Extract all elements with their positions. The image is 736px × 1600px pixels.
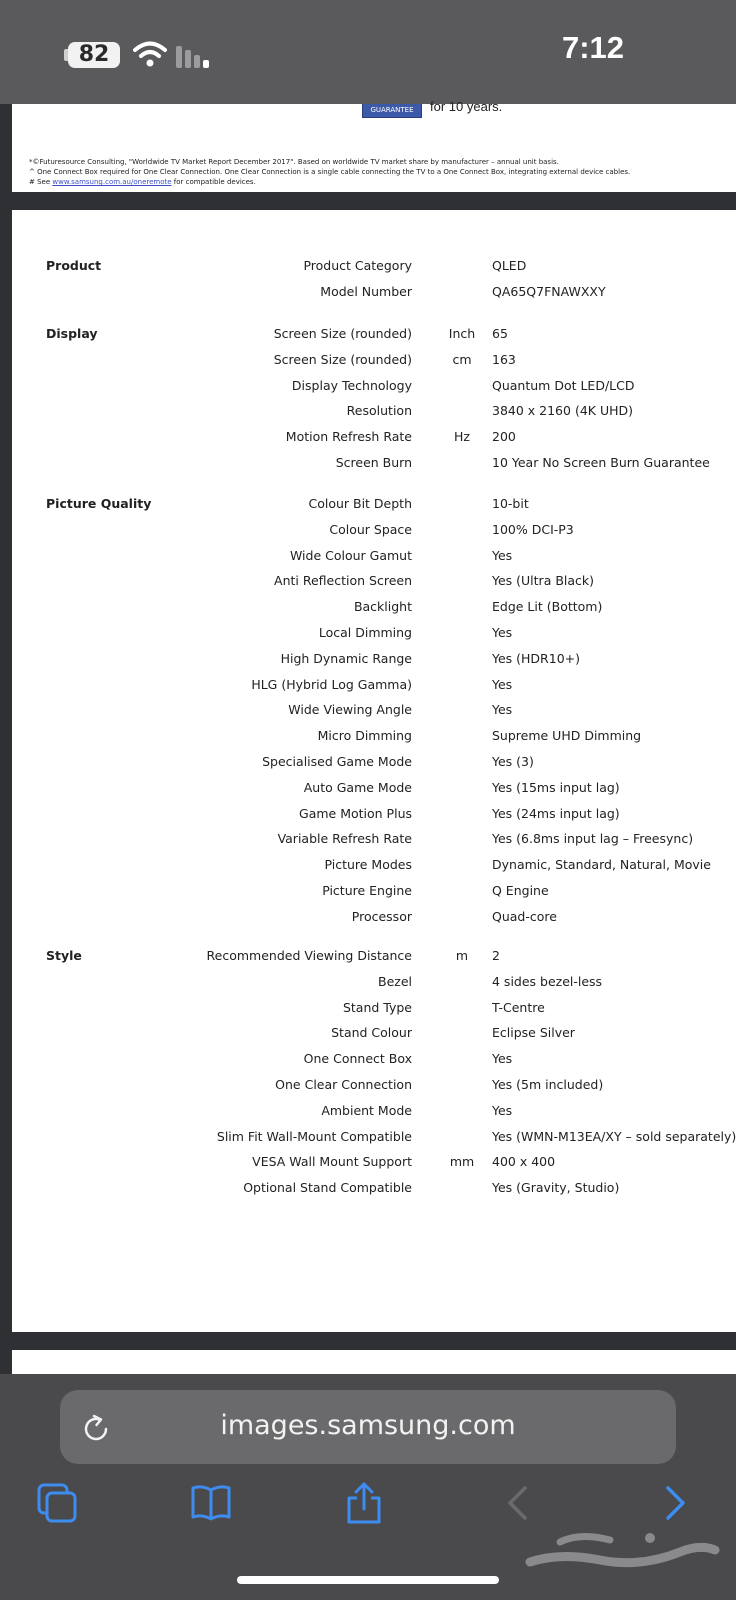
spec-row (12, 573, 736, 593)
spec-value: Quad-core (492, 908, 557, 924)
spec-row (12, 883, 736, 903)
spec-row (12, 1051, 736, 1071)
spec-value: Yes (492, 1051, 513, 1067)
guarantee-text: for 10 years. (430, 99, 503, 114)
battery-indicator: 82 (68, 42, 120, 68)
spec-value: Yes (492, 547, 513, 563)
forward-icon[interactable] (654, 1482, 696, 1524)
spec-value: 163 (492, 351, 516, 367)
spec-value: 4 sides bezel-less (492, 973, 603, 989)
spec-label: Screen Burn (335, 455, 412, 470)
spec-row (12, 522, 736, 542)
spec-row (12, 429, 736, 449)
spec-row (12, 455, 736, 475)
document-page-previous (12, 99, 736, 192)
back-icon[interactable] (497, 1482, 539, 1524)
spec-value: Edge Lit (Bottom) (492, 599, 603, 615)
spec-value: T-Centre (492, 999, 545, 1015)
spec-unit: Inch (448, 326, 476, 341)
spec-row (12, 677, 736, 697)
spec-row (12, 1103, 736, 1123)
spec-value: 100% DCI-P3 (492, 521, 574, 537)
spec-label: Local Dimming (318, 625, 412, 640)
spec-row (12, 258, 736, 278)
haraj-logo-watermark (520, 1522, 720, 1582)
spec-label: Anti Reflection Screen (274, 573, 412, 589)
spec-label: Colour Bit Depth (308, 496, 412, 511)
status-bar (0, 0, 736, 104)
spec-unit: cm (452, 351, 472, 367)
spec-value: Quantum Dot LED/LCD (492, 377, 635, 393)
spec-label: One Clear Connection (275, 1077, 412, 1092)
spec-row (12, 909, 736, 929)
spec-label: Wide Colour Gamut (289, 547, 412, 563)
footnote (29, 177, 630, 187)
spec-label: One Connect Box (303, 1051, 412, 1067)
spec-row (12, 284, 736, 304)
spec-value: Eclipse Silver (492, 1025, 575, 1041)
spec-section-heading: Style (46, 948, 82, 963)
spec-row (12, 857, 736, 877)
spec-row (12, 1025, 736, 1045)
spec-value: Yes (492, 1102, 513, 1118)
home-indicator[interactable] (237, 1576, 499, 1584)
spec-value: Yes (5m included) (492, 1077, 604, 1092)
spec-value: Yes (492, 702, 513, 718)
spec-label: Backlight (353, 599, 412, 615)
spec-label: Product Category (303, 258, 412, 273)
spec-row (12, 1154, 736, 1174)
spec-value: Yes (492, 625, 513, 640)
spec-label: Specialised Game Mode (262, 754, 412, 769)
spec-value: QLED (492, 258, 527, 273)
spec-label: Processor (351, 908, 412, 924)
spec-label: Screen Size (rounded) (273, 351, 412, 367)
bookmarks-icon[interactable] (190, 1482, 232, 1524)
spec-row (12, 625, 736, 645)
spec-label: Ambient Mode (321, 1102, 412, 1118)
oneremote-link[interactable]: www.samsung.com.au/oneremote (52, 178, 172, 186)
spec-label: Screen Size (rounded) (273, 326, 412, 341)
wifi-icon (133, 40, 167, 68)
spec-value: Yes (24ms input lag) (492, 805, 620, 821)
spec-label: HLG (Hybrid Log Gamma) (251, 676, 412, 692)
spec-row (12, 352, 736, 372)
spec-label: Colour Space (329, 521, 412, 537)
document-page-specs (12, 210, 736, 1332)
spec-row (12, 754, 736, 774)
footnote: *©Futuresource Consulting, "Worldwide TV Market Report December 2017". Based on worldwide TV market share by manufacturer – annual unit basis. (29, 158, 559, 166)
clock: 7:12 (561, 30, 624, 65)
spec-label: Motion Refresh Rate (285, 429, 412, 445)
spec-value: Yes (Ultra Black) (492, 573, 595, 589)
spec-value: 10 Year No Screen Burn Guarantee (492, 455, 710, 470)
spec-row (12, 728, 736, 748)
spec-label: Recommended Viewing Distance (206, 948, 412, 963)
spec-value: 400 x 400 (492, 1154, 556, 1170)
spec-row (12, 831, 736, 851)
spec-value: 10-bit (492, 496, 529, 511)
spec-row (12, 1000, 736, 1020)
spec-value: QA65Q7FNAWXXY (492, 283, 606, 299)
spec-row (12, 599, 736, 619)
spec-label: High Dynamic Range (280, 650, 412, 666)
spec-row (12, 1129, 736, 1149)
spec-value: Yes (HDR10+) (492, 650, 580, 666)
spec-value: Yes (6.8ms input lag – Freesync) (492, 831, 694, 847)
spec-value: Dynamic, Standard, Natural, Movie (492, 857, 711, 873)
spec-value: 2 (492, 948, 500, 963)
spec-row (12, 780, 736, 800)
spec-row (12, 403, 736, 423)
spec-value: Yes (492, 676, 513, 692)
spec-label: Display Technology (291, 377, 412, 393)
spec-label: Micro Dimming (317, 728, 412, 744)
footnote-prefix: # See (29, 178, 51, 186)
spec-label: Variable Refresh Rate (277, 831, 412, 847)
spec-value: Q Engine (492, 883, 549, 898)
spec-row (12, 378, 736, 398)
spec-value: Yes (15ms input lag) (492, 779, 620, 795)
cellular-signal-icon (176, 44, 216, 68)
spec-label: Resolution (346, 403, 412, 419)
spec-row (12, 702, 736, 722)
tabs-icon[interactable] (36, 1482, 78, 1524)
share-icon[interactable] (343, 1482, 385, 1524)
guarantee-badge: GUARANTEE (362, 104, 422, 118)
spec-section-heading: Display (46, 326, 98, 341)
spec-value: Supreme UHD Dimming (492, 728, 642, 744)
spec-row (12, 1180, 736, 1200)
spec-row (12, 326, 736, 346)
spec-label: Picture Modes (324, 857, 412, 873)
spec-section-heading: Product (46, 258, 102, 273)
spec-value: Yes (WMN-M13EA/XY – sold separately) (492, 1128, 736, 1144)
footnote-suffix: for compatible devices. (173, 178, 256, 186)
spec-label: Optional Stand Compatible (243, 1180, 412, 1196)
spec-row (12, 496, 736, 516)
spec-row (12, 651, 736, 671)
spec-value: 200 (492, 429, 516, 445)
spec-label: Auto Game Mode (303, 779, 412, 795)
spec-label: Bezel (378, 973, 412, 989)
spec-label: Stand Colour (331, 1025, 412, 1041)
url-text: images.samsung.com (220, 1410, 516, 1441)
spec-row (12, 1077, 736, 1097)
spec-label: Picture Engine (322, 883, 412, 898)
spec-label: Stand Type (342, 999, 412, 1015)
spec-row (12, 806, 736, 826)
footnote: ^ One Connect Box required for One Clear Connection. One Clear Connection is a single cable connecting the TV to a One Connect Box, integrating external device cables. (29, 168, 631, 176)
spec-row (12, 948, 736, 968)
spec-value: Yes (Gravity, Studio) (492, 1180, 620, 1196)
spec-row (12, 548, 736, 568)
spec-value: Yes (3) (492, 754, 534, 769)
spec-section-heading: Picture Quality (46, 496, 152, 511)
spec-label: Slim Fit Wall-Mount Compatible (216, 1128, 412, 1144)
spec-label: Wide Viewing Angle (288, 702, 412, 718)
spec-row (12, 974, 736, 994)
spec-value: 3840 x 2160 (4K UHD) (492, 403, 633, 419)
spec-unit: m (455, 948, 469, 963)
footnotes (29, 157, 630, 187)
spec-unit: Hz (454, 429, 470, 445)
spec-label: Game Motion Plus (299, 805, 412, 821)
spec-label: Model Number (320, 283, 412, 299)
address-bar[interactable] (60, 1390, 676, 1464)
spec-label: VESA Wall Mount Support (252, 1154, 412, 1170)
spec-value: 65 (492, 326, 508, 341)
spec-unit: mm (449, 1154, 475, 1170)
